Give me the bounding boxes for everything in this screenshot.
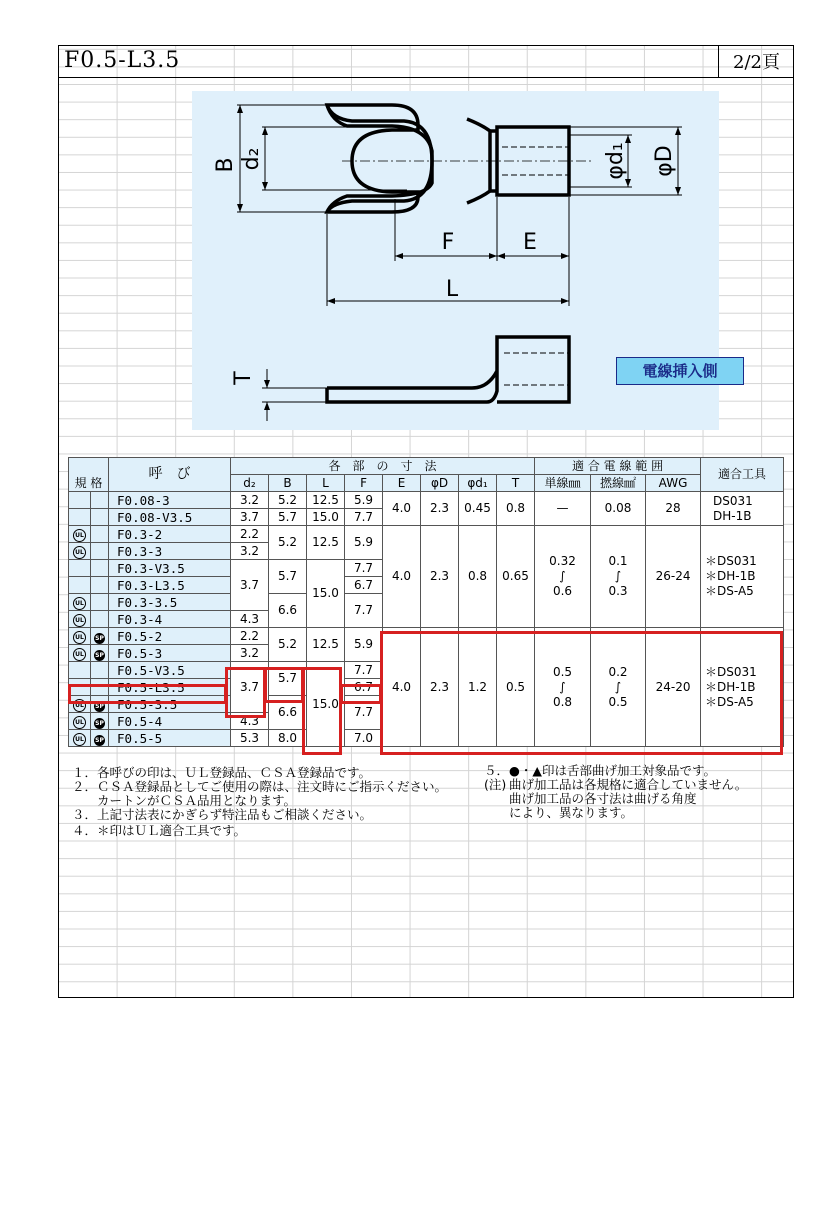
dim-label-phid: φD [652, 145, 677, 177]
part-name: F0.3-L3.5 [109, 577, 231, 594]
part-name: F0.3-3.5 [109, 594, 231, 611]
dim-label-e: E [523, 230, 537, 255]
note-chu: (注) [484, 777, 507, 792]
part-name: F0.5-3 [109, 645, 231, 662]
cell-t: 0.5 [497, 628, 535, 747]
csa-mark-icon: SP [95, 651, 104, 659]
part-name: F0.3-V3.5 [109, 560, 231, 577]
page-number: 2/2頁 [718, 45, 794, 77]
cell-phi-d1: 0.45 [459, 492, 497, 526]
side-view [327, 337, 569, 402]
cell-d2: 2.2 [231, 526, 269, 543]
col-e: E [383, 475, 421, 492]
ul-mark-icon: UL [73, 546, 86, 559]
cell-d2: 5.3 [231, 730, 269, 747]
table-row [69, 526, 784, 543]
cell-phi-d1: 0.8 [459, 526, 497, 628]
cell-d2: 4.3 [231, 713, 269, 730]
dim-label-f: F [441, 230, 455, 255]
ul-mark-icon: UL [73, 614, 86, 627]
ul-mark-icon: UL [73, 597, 86, 610]
cell-single: 0.32 ∫ 0.6 [535, 526, 591, 628]
col-awg: AWG [646, 475, 701, 492]
part-name: F0.3-2 [109, 526, 231, 543]
col-single: 単線㎜ [535, 475, 591, 492]
cell-f: 5.9 [345, 628, 383, 662]
ul-mark-icon: UL [73, 733, 86, 746]
wire-insertion-side-badge: 電線挿入側 [616, 357, 744, 385]
col-t: T [497, 475, 535, 492]
header-wire-range: 適 合 電 線 範 囲 [535, 458, 701, 475]
header-dimensions: 各 部 の 寸 法 [231, 458, 535, 475]
cell-d2: 3.2 [231, 645, 269, 662]
cell-l: 12.5 [307, 526, 345, 560]
note-5c: 曲げ加工品の各寸法は曲げる角度 [509, 791, 697, 806]
cell-single: — [535, 492, 591, 526]
header-tool: 適合工具 [701, 458, 784, 492]
dim-label-d1: φd₁ [603, 142, 628, 180]
ul-mark-icon: UL [73, 699, 86, 712]
col-f: F [345, 475, 383, 492]
cell-b: 5.7 [269, 662, 307, 696]
col-l: L [307, 475, 345, 492]
cell-f: 5.9 [345, 492, 383, 509]
part-name: F0.08-3 [109, 492, 231, 509]
cell-awg: 28 [646, 492, 701, 526]
dim-label-l: L [445, 277, 459, 302]
cell-f: 7.7 [345, 560, 383, 577]
cell-b: 5.2 [269, 492, 307, 509]
cell-b: 5.2 [269, 526, 307, 560]
cell-awg: 24-20 [646, 628, 701, 747]
cell-l: 15.0 [307, 560, 345, 628]
note-4: ４．＊印はＵＬ適合工具です。 [72, 823, 247, 838]
table-row [69, 492, 784, 509]
cell-tool: ＊DS031 ＊DH-1B ＊DS-A5 [701, 526, 784, 628]
ul-mark-icon: UL [73, 648, 86, 661]
note-2: ２．ＣＳＡ登録品としてご使用の際は、注文時にご指示ください。 [72, 779, 448, 794]
cell-f: 7.0 [345, 730, 383, 747]
cell-tool: ＊DS031 ＊DH-1B ＊DS-A5 [701, 628, 784, 747]
ul-mark-icon: UL [73, 716, 86, 729]
part-name: F0.5-3.5 [109, 696, 231, 713]
cell-d2: 3.7 [231, 560, 269, 611]
dim-label-t: T [231, 371, 256, 385]
table-row [69, 628, 784, 645]
cell-f: 7.7 [345, 509, 383, 526]
part-name: F0.5-2 [109, 628, 231, 645]
cell-b: 6.6 [269, 594, 307, 628]
cell-b: 5.2 [269, 628, 307, 662]
page-title: F0.5-L3.5 [64, 48, 181, 73]
cell-d2: 3.2 [231, 492, 269, 509]
cell-e: 4.0 [383, 492, 421, 526]
note-5b: 曲げ加工品は各規格に適合していません。 [509, 777, 748, 792]
cell-t: 0.65 [497, 526, 535, 628]
dim-label-b: B [213, 157, 238, 173]
cell-l: 12.5 [307, 492, 345, 509]
cell-stranded: 0.2 ∫ 0.5 [591, 628, 646, 747]
cell-l: 15.0 [307, 662, 345, 747]
cell-l: 12.5 [307, 628, 345, 662]
ul-mark-icon: UL [73, 529, 86, 542]
cell-phi-d: 2.3 [421, 628, 459, 747]
title-divider [58, 77, 794, 78]
part-name: F0.5-5 [109, 730, 231, 747]
cell-stranded: 0.08 [591, 492, 646, 526]
cell-d2: 3.7 [231, 662, 269, 713]
cell-b: 5.7 [269, 560, 307, 594]
cell-e: 4.0 [383, 526, 421, 628]
cell-f: 7.7 [345, 662, 383, 679]
cell-awg: 26-24 [646, 526, 701, 628]
note-1: １．各呼びの印は、ＵＬ登録品、ＣＳＡ登録品です。 [72, 765, 372, 780]
cell-stranded: 0.1 ∫ 0.3 [591, 526, 646, 628]
dimension-table [68, 457, 784, 747]
note-3: ３．上記寸法表にかぎらず特注品もご相談ください。 [72, 807, 373, 822]
note-5: ５．●・▲印は舌部曲げ加工対象品です。 [484, 763, 717, 778]
ul-mark-icon: UL [73, 631, 86, 644]
csa-mark-icon: SP [95, 719, 104, 727]
cell-f: 7.7 [345, 696, 383, 730]
cell-tool: DS031 DH-1B [701, 492, 784, 526]
part-name: F0.5-L3.5 [109, 679, 231, 696]
cell-phi-d: 2.3 [421, 526, 459, 628]
dim-label-d2: d₂ [239, 147, 264, 171]
cell-t: 0.8 [497, 492, 535, 526]
csa-mark-icon: SP [95, 702, 104, 710]
cell-e: 4.0 [383, 628, 421, 747]
cell-phi-d1: 1.2 [459, 628, 497, 747]
csa-mark-icon: SP [95, 634, 104, 642]
header-spec: 規 格 [69, 458, 109, 492]
cell-phi-d: 2.3 [421, 492, 459, 526]
cell-single: 0.5 ∫ 0.8 [535, 628, 591, 747]
cell-b: 8.0 [269, 730, 307, 747]
col-phi-d: φD [421, 475, 459, 492]
part-name: F0.3-4 [109, 611, 231, 628]
cell-l: 15.0 [307, 509, 345, 526]
cell-b: 5.7 [269, 509, 307, 526]
col-phi-d1: φd₁ [459, 475, 497, 492]
part-name: F0.08-V3.5 [109, 509, 231, 526]
col-stranded: 撚線㎟ [591, 475, 646, 492]
part-name: F0.5-4 [109, 713, 231, 730]
col-b: B [269, 475, 307, 492]
note-2b: カートンがＣＳＡ品用となります。 [72, 793, 297, 808]
note-5d: により、異なります。 [509, 805, 634, 820]
cell-b: 6.6 [269, 696, 307, 730]
cell-d2: 3.2 [231, 543, 269, 560]
cell-f: 5.9 [345, 526, 383, 560]
col-d2: d₂ [231, 475, 269, 492]
cell-f: 6.7 [345, 679, 383, 696]
part-name: F0.5-V3.5 [109, 662, 231, 679]
csa-mark-icon: SP [95, 736, 104, 744]
header-name: 呼 び [109, 458, 231, 492]
cell-f: 6.7 [345, 577, 383, 594]
cell-d2: 4.3 [231, 611, 269, 628]
cell-f: 7.7 [345, 594, 383, 628]
cell-d2: 3.7 [231, 509, 269, 526]
cell-d2: 2.2 [231, 628, 269, 645]
part-name: F0.3-3 [109, 543, 231, 560]
